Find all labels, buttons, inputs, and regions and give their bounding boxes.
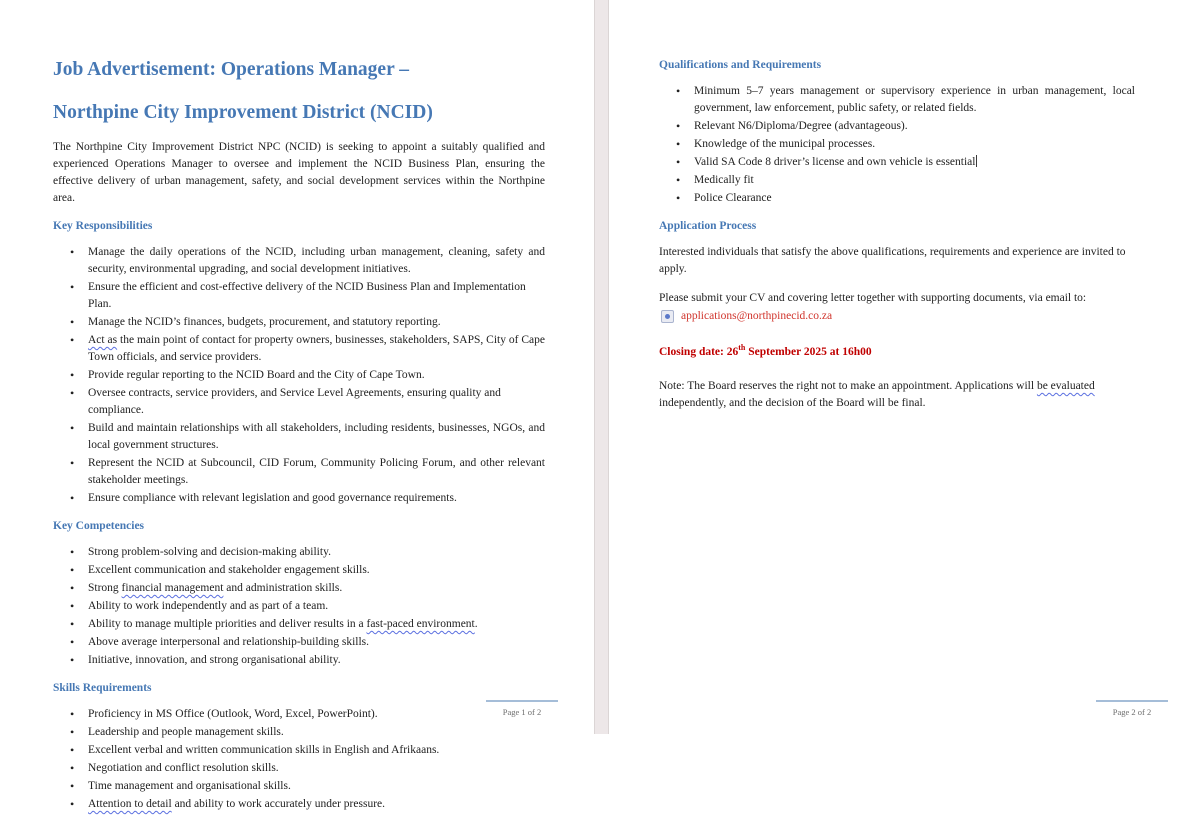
note-text: Note: The Board reserves the right not to make an appointment. Applications will bbox=[659, 379, 1037, 392]
list-item bbox=[659, 190, 1135, 207]
grammar-flagged-text: fast-paced environment bbox=[366, 618, 475, 630]
list-item bbox=[53, 385, 545, 419]
list-item bbox=[659, 118, 1135, 135]
list-item bbox=[659, 83, 1135, 117]
list-item-text: and ability to work accurately under pressure. bbox=[171, 798, 385, 810]
list-item bbox=[53, 706, 545, 723]
document-title-line-2: Northpine City Improvement District (NCID) bbox=[53, 102, 433, 123]
list-item-text: . bbox=[474, 618, 478, 630]
list-item bbox=[53, 244, 545, 278]
list-item bbox=[53, 580, 545, 597]
list-item-text: Ability to manage multiple priorities and deliver results in a bbox=[88, 618, 367, 630]
footer-divider-line bbox=[486, 700, 558, 702]
intro-paragraph: The Northpine City Improvement District NPC (NCID) is seeking to appoint a suitably qualified and experienced Operations Manager to oversee and implement the NCID Business Plan, ensuring the effective delivery of urban management, safety, and social development services within the Northpine area. bbox=[53, 141, 545, 204]
list-item-text: Represent the NCID at Subcouncil, CID Forum, Community Policing Forum, and other relevant stakeholder meetings. bbox=[88, 457, 545, 486]
grammar-flagged-text: Attention to detail bbox=[88, 798, 172, 810]
list-item-text: Manage the NCID’s finances, budgets, procurement, and statutory reporting. bbox=[88, 316, 441, 328]
list-item-text: Ensure the efficient and cost-effective delivery of the NCID Business Plan and Implementation Plan. bbox=[88, 281, 526, 310]
grammar-flagged-text: Act as bbox=[88, 334, 118, 346]
list-item bbox=[53, 760, 545, 777]
closing-date-text: Closing date: 26 bbox=[659, 345, 739, 358]
grammar-flagged-text: financial management bbox=[121, 582, 224, 594]
page-1-footer bbox=[486, 700, 558, 717]
list-item bbox=[53, 279, 545, 313]
key-competencies-list bbox=[53, 544, 545, 669]
section-heading-application-process: Application Process bbox=[659, 220, 757, 232]
note-paragraph bbox=[659, 378, 1135, 412]
closing-date-text: September 2025 at 16h00 bbox=[745, 345, 872, 358]
list-item-text: and administration skills. bbox=[223, 582, 343, 594]
list-item-text: Knowledge of the municipal processes. bbox=[694, 138, 876, 150]
list-item-text: Provide regular reporting to the NCID Board and the City of Cape Town. bbox=[88, 369, 425, 381]
page-2-footer bbox=[1096, 700, 1168, 717]
list-item bbox=[53, 420, 545, 454]
list-item bbox=[53, 490, 545, 507]
list-item-text: Medically fit bbox=[694, 174, 754, 186]
list-item-text: Build and maintain relationships with all stakeholders, including residents, businesses, NGOs, and local government structures. bbox=[88, 422, 545, 451]
section-heading-key-responsibilities: Key Responsibilities bbox=[53, 220, 153, 232]
list-item-text: Excellent communication and stakeholder engagement skills. bbox=[88, 564, 370, 576]
page-gap-divider bbox=[594, 0, 609, 734]
application-paragraph-1: Interested individuals that satisfy the above qualifications, requirements and experience are invited to apply. bbox=[659, 246, 1126, 275]
skills-requirements-list bbox=[53, 706, 545, 813]
list-item bbox=[53, 778, 545, 795]
list-item-text: Valid SA Code 8 driver’s license and own vehicle is essential bbox=[694, 156, 976, 168]
list-item-text: Initiative, innovation, and strong organisational ability. bbox=[88, 654, 341, 666]
note-text: independently, and the decision of the Board will be final. bbox=[659, 396, 926, 409]
list-item-text: Ensure compliance with relevant legislation and good governance requirements. bbox=[88, 492, 457, 504]
list-item bbox=[53, 724, 545, 741]
list-item bbox=[53, 616, 545, 633]
list-item-text: Leadership and people management skills. bbox=[88, 726, 284, 738]
list-item bbox=[53, 796, 545, 813]
document-title-line-1: Job Advertisement: Operations Manager – bbox=[53, 59, 410, 80]
list-item bbox=[659, 154, 1135, 171]
list-item-text: Time management and organisational skills. bbox=[88, 780, 291, 792]
list-item-text: Manage the daily operations of the NCID, including urban management, cleaning, safety and security, environmental upgrading, and social development initiatives. bbox=[88, 246, 545, 275]
email-link[interactable]: applications@northpinecid.co.za bbox=[681, 310, 833, 322]
list-item bbox=[53, 598, 545, 615]
email-row bbox=[661, 309, 1135, 324]
list-item-text: the main point of contact for property owners, businesses, stakeholders, SAPS, City of Cape Town officials, and service providers. bbox=[88, 334, 545, 363]
list-item bbox=[659, 172, 1135, 189]
list-item bbox=[53, 455, 545, 489]
page-2 bbox=[659, 58, 1135, 424]
page-number-label: Page 2 of 2 bbox=[1112, 707, 1152, 717]
qualifications-list bbox=[659, 83, 1135, 207]
list-item bbox=[659, 136, 1135, 153]
list-item bbox=[53, 652, 545, 669]
list-item bbox=[53, 367, 545, 384]
section-heading-skills-requirements: Skills Requirements bbox=[53, 682, 152, 694]
page-number-label: Page 1 of 2 bbox=[502, 707, 542, 717]
list-item bbox=[53, 332, 545, 366]
list-item-text: Excellent verbal and written communication skills in English and Afrikaans. bbox=[88, 744, 440, 756]
email-icon bbox=[661, 310, 674, 323]
list-item-text: Strong problem-solving and decision-making ability. bbox=[88, 546, 331, 558]
list-item bbox=[53, 634, 545, 651]
text-cursor bbox=[976, 155, 977, 167]
list-item-text: Above average interpersonal and relationship-building skills. bbox=[88, 636, 370, 648]
list-item bbox=[53, 562, 545, 579]
key-responsibilities-list bbox=[53, 244, 545, 507]
footer-divider-line bbox=[1096, 700, 1168, 702]
list-item-text: Ability to work independently and as part of a team. bbox=[88, 600, 329, 612]
closing-date-ordinal: th bbox=[738, 343, 746, 352]
list-item bbox=[53, 544, 545, 561]
section-heading-qualifications: Qualifications and Requirements bbox=[659, 59, 822, 71]
list-item-text: Oversee contracts, service providers, and Service Level Agreements, ensuring quality and compliance. bbox=[88, 387, 501, 416]
list-item bbox=[53, 742, 545, 759]
grammar-flagged-text: be evaluated bbox=[1036, 379, 1095, 392]
list-item-text: Minimum 5–7 years management or supervisory experience in urban management, local government, law enforcement, public safety, or related fields. bbox=[694, 85, 1135, 114]
list-item-text: Relevant N6/Diploma/Degree (advantageous). bbox=[694, 120, 908, 132]
application-paragraph-2: Please submit your CV and covering letter together with supporting documents, via email to: bbox=[659, 292, 1087, 304]
list-item-text: Strong bbox=[88, 582, 122, 594]
section-heading-key-competencies: Key Competencies bbox=[53, 520, 145, 532]
closing-date-line bbox=[659, 340, 1135, 360]
page-1 bbox=[53, 58, 545, 815]
list-item-text: Proficiency in MS Office (Outlook, Word, Excel, PowerPoint). bbox=[88, 708, 378, 720]
list-item-text: Negotiation and conflict resolution skills. bbox=[88, 762, 279, 774]
list-item-text: Police Clearance bbox=[694, 192, 772, 204]
email-icon-dot bbox=[665, 314, 670, 319]
list-item bbox=[53, 314, 545, 331]
